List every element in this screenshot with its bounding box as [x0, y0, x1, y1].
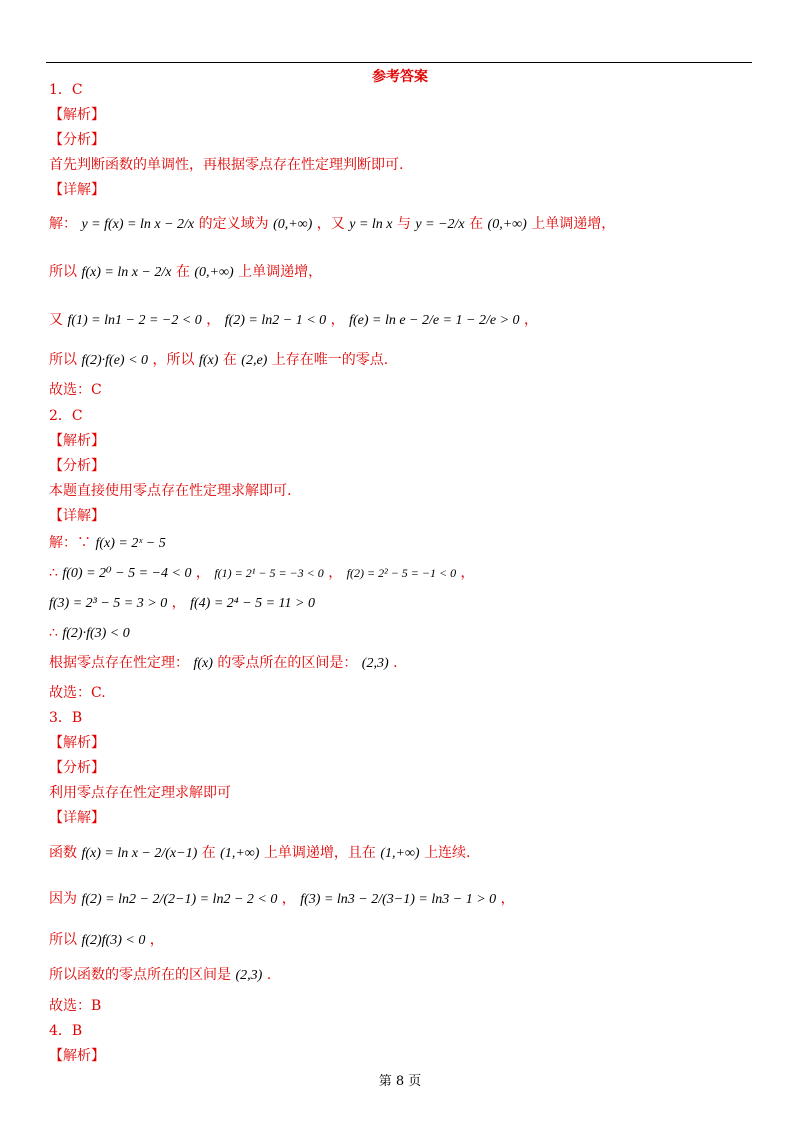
text: 解：∵ — [49, 535, 91, 551]
math-expr: f(1) = 2¹ − 5 = −3 < 0 — [214, 566, 324, 580]
math-expr: f(2)f(3) < 0 — [81, 933, 146, 948]
q2-xiangjie-label: 【详解】 — [49, 508, 105, 524]
text: 在 — [201, 845, 216, 861]
math-expr: y = ln x — [349, 217, 393, 232]
text: 与 — [396, 216, 411, 232]
q1-xiangjie-label: 【详解】 — [49, 182, 105, 198]
q1-line3 — [49, 310, 538, 331]
text: ， — [500, 891, 515, 907]
q2-answer: 故选：C. — [49, 685, 106, 701]
q3-line3 — [49, 930, 164, 951]
text: 上单调递增，且在 — [263, 845, 376, 861]
math-expr: (0,+∞) — [273, 217, 313, 232]
q1-jiexi-label: 【解析】 — [49, 107, 105, 123]
math-expr: (1,+∞) — [380, 846, 420, 861]
q1-analysis: 首先判断函数的单调性，再根据零点存在性定理判断即可. — [49, 157, 404, 173]
page-title: 参考答案 — [372, 69, 428, 85]
text: 因为 — [49, 891, 77, 907]
q3-fenxi-label: 【分析】 — [49, 760, 105, 776]
math-expr: y = f(x) = ln x − 2/x — [81, 217, 195, 232]
text: 在 — [222, 352, 237, 368]
q2-jiexi-label: 【解析】 — [49, 433, 105, 449]
text: 函数 — [49, 845, 77, 861]
text: ， — [524, 312, 538, 328]
q3-line2 — [49, 889, 515, 910]
text: ， — [149, 932, 164, 948]
q4-jiexi-label: 【解析】 — [49, 1048, 105, 1064]
q2-line2 — [49, 563, 475, 584]
math-expr: f(x) — [193, 656, 213, 671]
math-expr: f(x) = ln x − 2/(x−1) — [81, 846, 198, 861]
text: ， — [281, 891, 296, 907]
q2-analysis: 本题直接使用零点存在性定理求解即可. — [49, 483, 292, 499]
q1-line4 — [49, 350, 388, 371]
math-expr: f(2)·f(e) < 0 — [81, 353, 149, 368]
math-expr: f(2) = 2² − 5 = −1 < 0 — [346, 566, 457, 580]
text: 上连续. — [424, 845, 471, 861]
math-expr: (2,e) — [241, 353, 268, 368]
math-expr: (1,+∞) — [220, 846, 260, 861]
text: 解： — [49, 216, 77, 232]
text: 所以 — [49, 932, 77, 948]
q2-line5 — [49, 653, 398, 674]
math-expr: f(2) = ln2 − 2/(2−1) = ln2 − 2 < 0 — [81, 892, 278, 907]
math-expr: y = −2/x — [415, 217, 465, 232]
text: ， — [330, 312, 345, 328]
text: 所以 — [49, 264, 77, 280]
q1-answer: 故选：C — [49, 382, 102, 398]
text: . — [393, 655, 398, 671]
header-rule — [46, 62, 752, 63]
math-expr: f(3) = 2³ − 5 = 3 > 0 — [49, 596, 168, 611]
math-expr: f(x) — [198, 353, 219, 368]
math-expr: (0,+∞) — [487, 217, 527, 232]
q1-fenxi-label: 【分析】 — [49, 132, 105, 148]
q3-line4 — [49, 965, 271, 986]
text: ， — [328, 565, 343, 581]
math-expr: f(x) = ln x − 2/x — [81, 265, 172, 280]
q4-number: 4．B — [49, 1023, 83, 1039]
math-expr: (2,3) — [235, 968, 263, 983]
text: 上单调递增， — [238, 264, 323, 280]
text: ， — [195, 565, 210, 581]
q3-xiangjie-label: 【详解】 — [49, 810, 105, 826]
text: 上单调递增， — [531, 216, 616, 232]
text: ∴ — [49, 565, 58, 581]
q2-line1 — [49, 533, 166, 554]
math-expr: f(2) = ln2 − 1 < 0 — [224, 313, 327, 328]
text: 在 — [175, 264, 190, 280]
q2-line4 — [49, 623, 130, 644]
text: . — [266, 967, 272, 983]
q3-number: 3．B — [49, 710, 83, 726]
math-expr: f(2)·f(3) < 0 — [62, 626, 130, 641]
q1-line2 — [49, 262, 322, 283]
text: 的零点所在的区间是： — [217, 655, 358, 671]
math-expr: f(x) = 2ˣ − 5 — [95, 536, 166, 551]
text: ， — [171, 595, 186, 611]
text: ∴ — [49, 625, 58, 641]
text: 在 — [469, 216, 484, 232]
q2-fenxi-label: 【分析】 — [49, 458, 105, 474]
text: ， — [460, 565, 475, 581]
math-expr: f(e) = ln e − 2/e = 1 − 2/e > 0 — [349, 313, 520, 328]
q3-answer: 故选：B — [49, 998, 102, 1014]
page-number: 第 8 页 — [378, 1074, 422, 1089]
text: 所以函数的零点所在的区间是 — [49, 967, 231, 983]
math-expr: (0,+∞) — [194, 265, 234, 280]
text: 上存在唯一的零点. — [271, 352, 389, 368]
q1-line1 — [49, 214, 615, 235]
math-expr: f(4) = 2⁴ − 5 = 11 > 0 — [190, 596, 315, 611]
q1-number: 1．C — [49, 82, 83, 98]
math-expr: f(1) = ln1 − 2 = −2 < 0 — [67, 313, 202, 328]
text: 所以 — [49, 352, 77, 368]
q3-analysis: 利用零点存在性定理求解即可 — [49, 785, 231, 801]
math-expr: f(0) = 2⁰ − 5 = −4 < 0 — [62, 566, 192, 581]
text: ， — [206, 312, 221, 328]
text: ，所以 — [152, 352, 195, 368]
q2-number: 2．C — [49, 408, 83, 424]
text: 又 — [49, 312, 63, 328]
text: ，又 — [316, 216, 345, 232]
text: 的定义域为 — [198, 216, 269, 232]
math-expr: (2,3) — [361, 656, 389, 671]
math-expr: f(3) = ln3 − 2/(3−1) = ln3 − 1 > 0 — [300, 892, 497, 907]
q3-line1 — [49, 843, 471, 864]
text: 根据零点存在性定理： — [49, 655, 189, 671]
q2-line3 — [49, 593, 315, 614]
q3-jiexi-label: 【解析】 — [49, 735, 105, 751]
